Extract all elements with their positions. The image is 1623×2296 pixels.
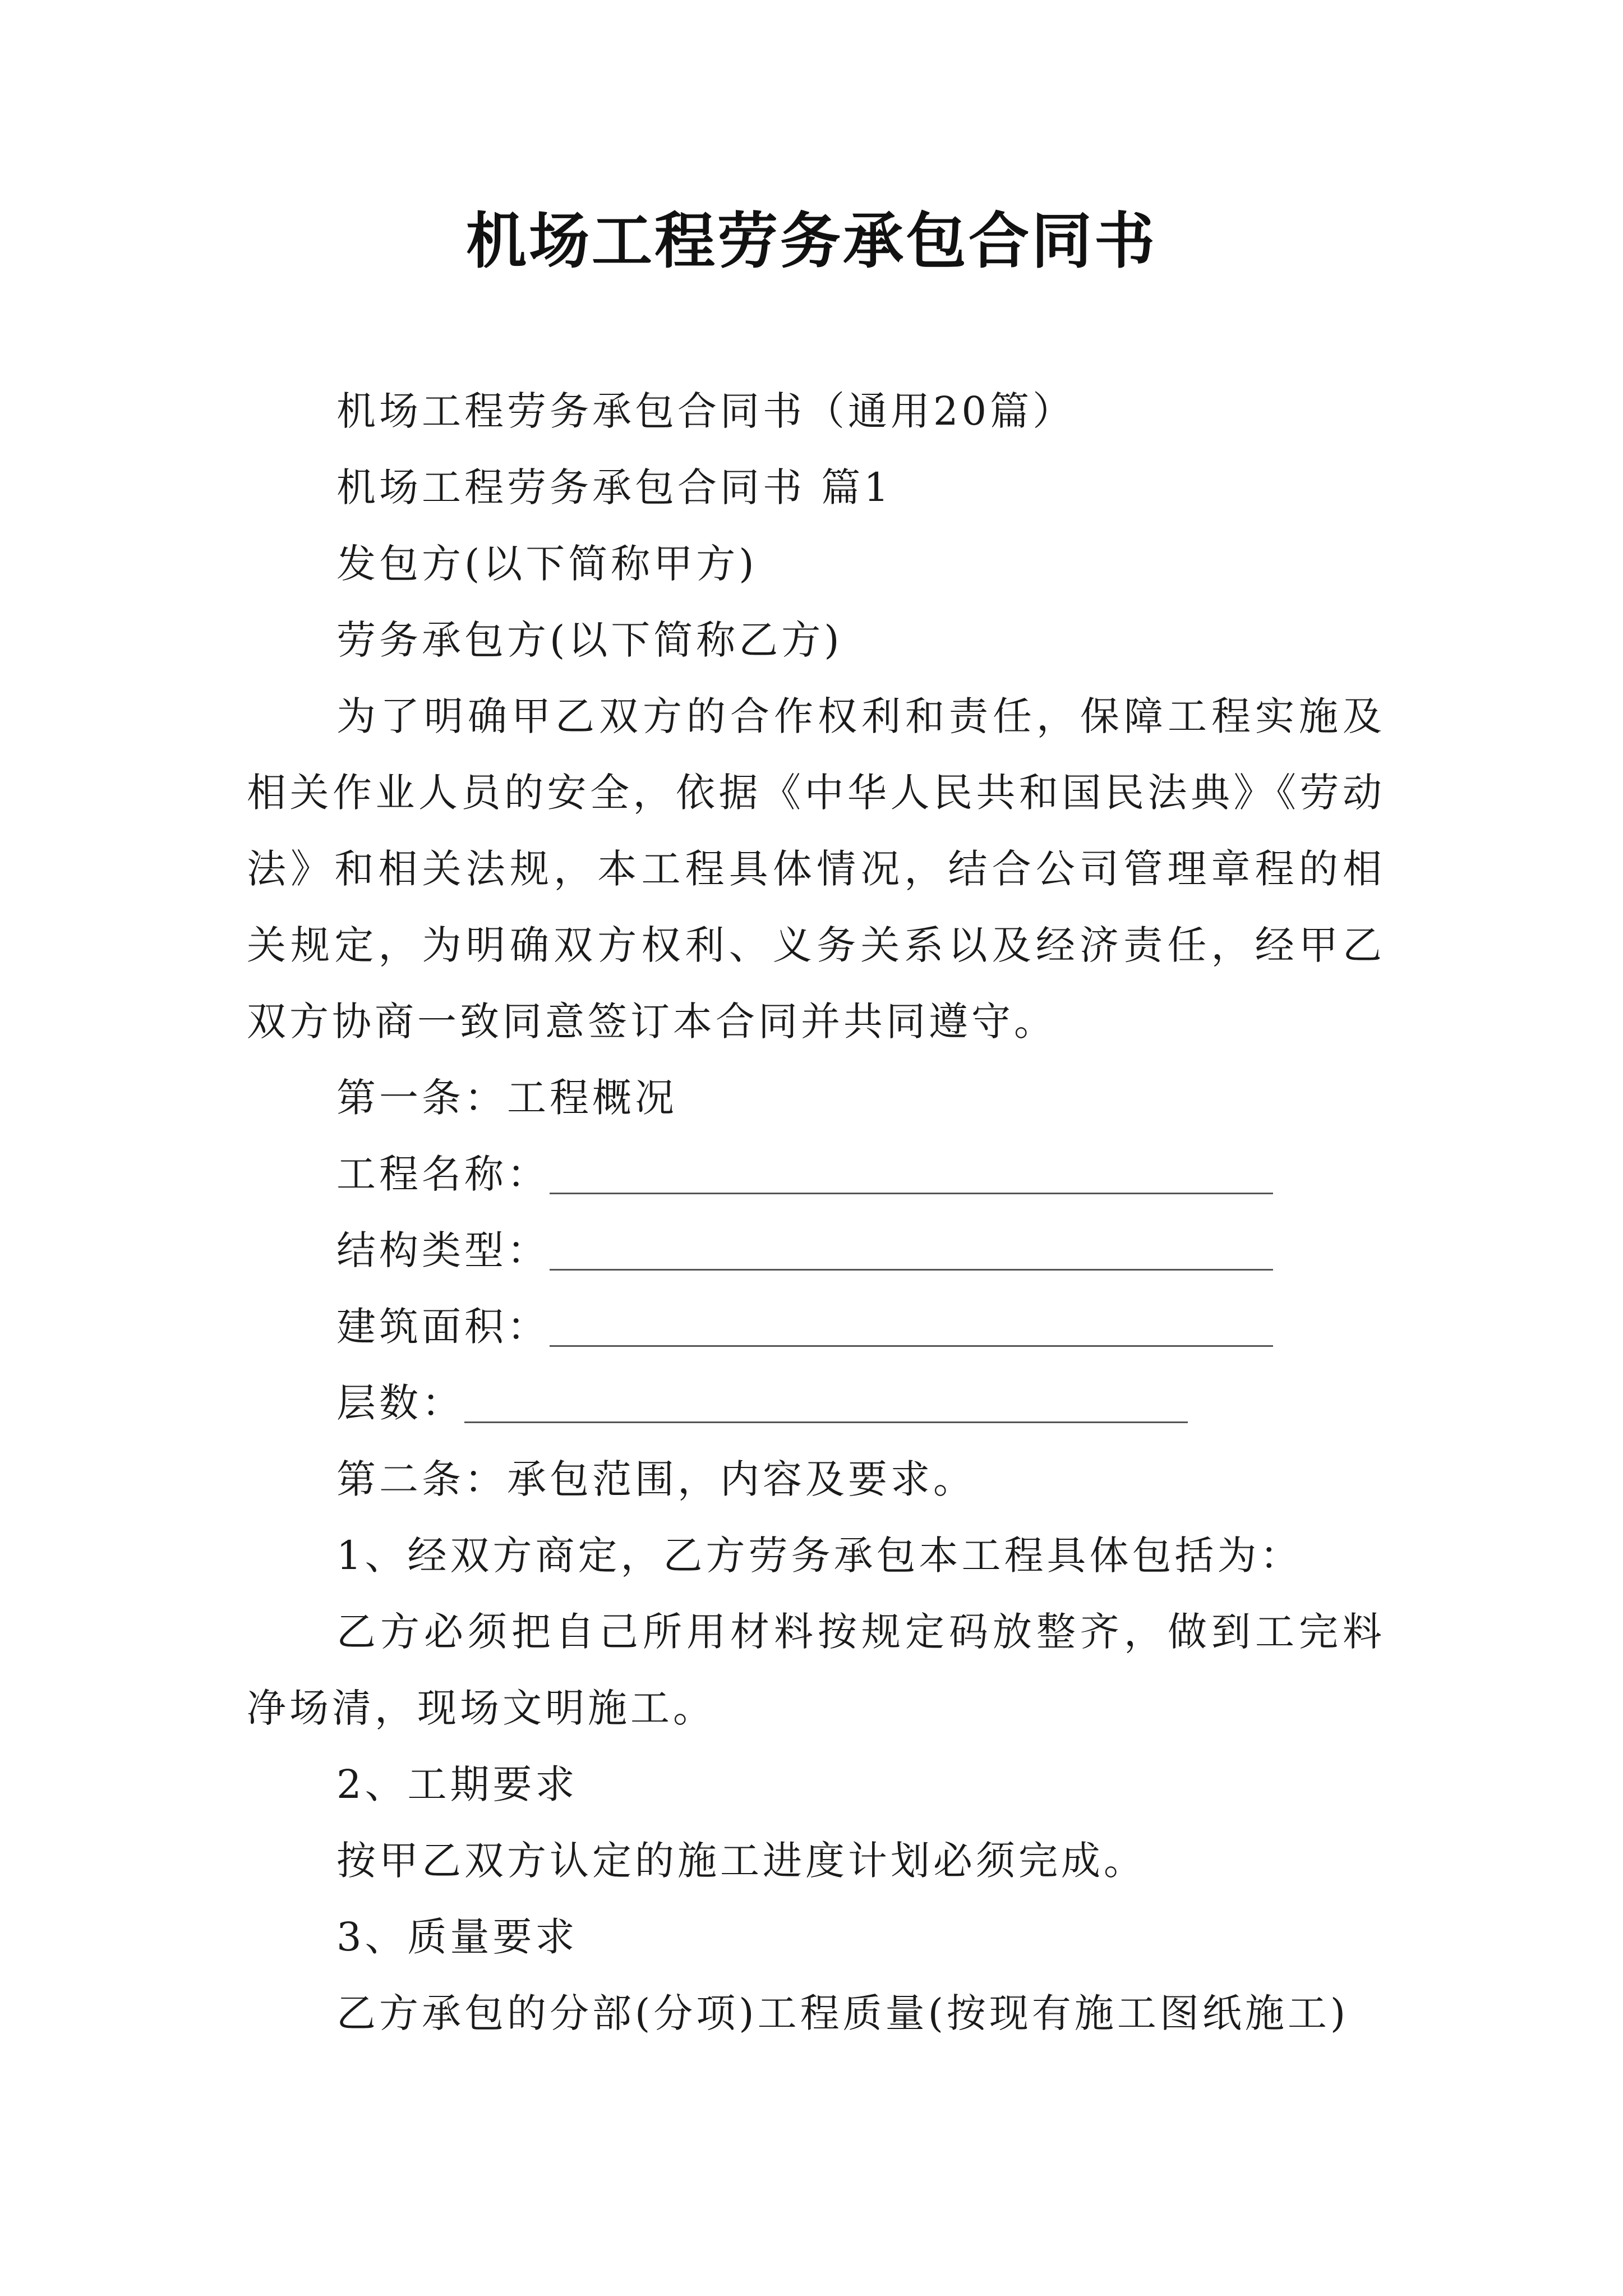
building-area-blank [550,1345,1273,1347]
project-name-blank [550,1193,1273,1194]
item-3-line: 3、质量要求 [336,1914,578,1960]
building-area-label: 建筑面积： [336,1304,550,1350]
structure-type-field [247,1212,1385,1289]
floors-blank [464,1421,1188,1423]
project-name-label: 工程名称： [336,1151,550,1197]
item-2-line: 2、工期要求 [336,1761,578,1807]
chapter-heading: 机场工程劳务承包合同书 篇1 [336,464,892,510]
document-body [247,373,1385,2051]
item-3-paragraph: 乙方承包的分部(分项)工程质量(按现有施工图纸施工) [336,1990,1349,2036]
item-1-line: 1、经双方商定，乙方劳务承包本工程具体包括为： [336,1533,1303,1579]
article-2-heading: 第二条：承包范围，内容及要求。 [336,1456,976,1502]
preamble-paragraph: 为了明确甲乙双方的合作权利和责任，保障工程实施及相关作业人员的安全，依据《中华人民共和国民法典》《劳动法》和相关法规，本工程具体情况，结合公司管理章程的相关规定，为明确双方权利、义务关系以及经济责任，经甲乙双方协商一致同意签订本合同并共同遵守。 [247,693,1385,1045]
structure-type-label: 结构类型： [336,1227,550,1273]
article-1-heading: 第一条：工程概况 [336,1075,677,1121]
party-a-line: 发包方(以下简称甲方) [336,541,758,587]
document-title: 机场工程劳务承包合同书 [465,206,1157,277]
floors-field [247,1365,1385,1441]
party-b-line: 劳务承包方(以下简称乙方) [336,617,843,663]
floors-label: 层数： [336,1380,464,1426]
structure-type-blank [550,1269,1273,1271]
building-area-field [247,1289,1385,1365]
item-1-paragraph: 乙方必须把自己所用材料按规定码放整齐，做到工完料净场清，现场文明施工。 [247,1609,1385,1731]
subtitle-line: 机场工程劳务承包合同书（通用20篇） [336,388,1076,434]
project-name-field [247,1136,1385,1212]
item-2-paragraph: 按甲乙双方认定的施工进度计划必须完成。 [336,1838,1146,1884]
